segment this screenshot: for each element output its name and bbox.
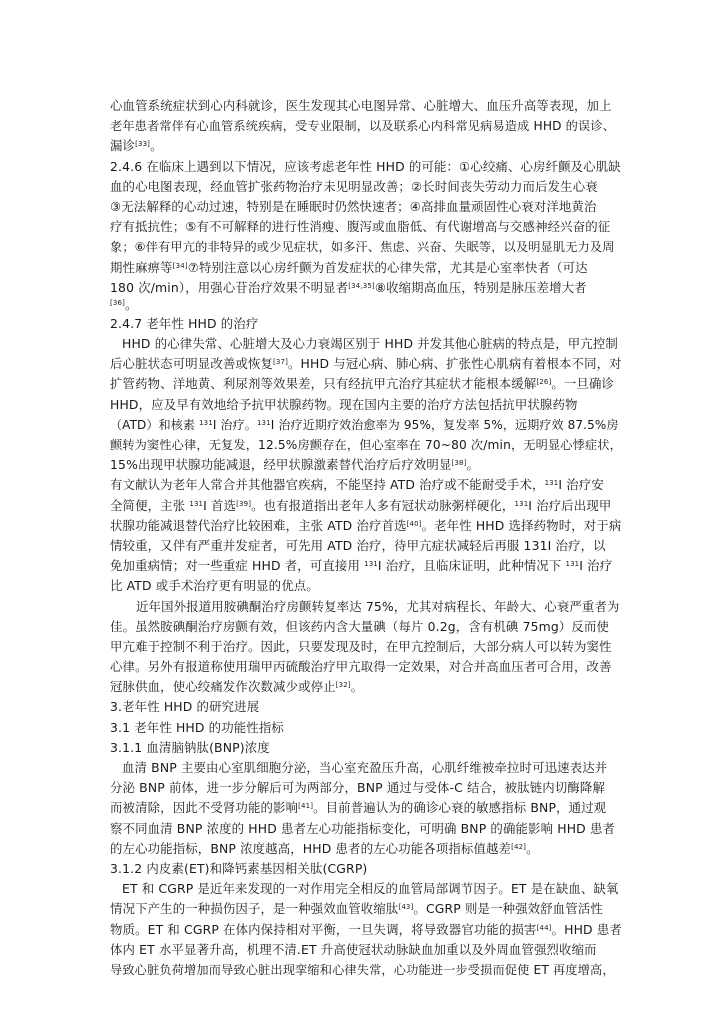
section-heading [110, 157, 622, 177]
text-run: 老年患者常伴有心血管系统疾病，受专业限制，以及联系心内科常见病易造成 HHD 的误诊、 [110, 119, 616, 134]
citation: [37] [273, 358, 289, 367]
text-run: 心血管系统症状到心内科就诊，医生发现其心电图异常、心脏增大、血压升高等表现，加上 [110, 98, 612, 113]
text-line [110, 298, 622, 314]
text-run: 3.1.1 血清脑钠肽(BNP)浓度 [110, 739, 270, 755]
citation: [44] [536, 923, 552, 932]
text-run: I 治疗。 [212, 417, 257, 432]
text-run: ET 和 CGRP 是近年来发现的一对作用完全相反的血管局部调节因子。ET 是在缺血、缺氧 [122, 881, 619, 897]
text-run: 免加重病情；对一些重症 HHD 者，可直接用 [110, 558, 365, 574]
isotope-superscript: 131 [514, 499, 529, 508]
text-line [110, 136, 622, 156]
text-run: 心律。另外有报道称使用瑞甲丙硫酸治疗甲亢取得一定效果，对合并高血压者可合用，改善 [110, 659, 612, 675]
text-run: 导致心脏负荷增加而导致心脏出现挛缩和心律失常，心功能进一步受损而促使 ET 再度增高， [110, 962, 615, 977]
text-run: 疗有抵抗性；⑤有不可解释的进行性消瘦、腹泻或血脂低、有代谢增高与交感神经兴奋的征 [110, 219, 611, 235]
text-run: 。HHD 患者 [551, 921, 622, 937]
text-run: 体内 ET 水平显著升高，机理不清.ET 升高使冠状动脉缺血加重以及外周血管强烈收缩而 [110, 941, 597, 957]
text-run: 。 [350, 679, 364, 695]
text-line [110, 597, 622, 617]
text-line [110, 177, 622, 197]
citation: [34,35] [348, 281, 375, 290]
text-line [110, 576, 622, 596]
text-run: 期性麻痹等 [110, 259, 173, 275]
text-run: 2.4.6 在临床上遇到以下情况，应该考虑老年性 HHD 的可能：①心绞痛、心房纤颤及心肌缺 [110, 158, 621, 174]
text-run: 3.1 老年性 HHD 的功能性指标 [110, 719, 284, 735]
citation: [41] [298, 802, 314, 811]
text-run: 颤转为窦性心律，无复发，12.5%房颤存在，但心室率在 70~80 次/min，无明显心悸症状， [110, 438, 622, 452]
text-run: 扩管药物、洋地黄、利尿剂等效果差，只有经抗甲亢治疗其症状才能根本缓解 [110, 376, 537, 392]
text-run: 比 ATD 或手术治疗更有明显的优点。 [110, 578, 319, 594]
text-run: 15%出现甲状腺功能减退，经甲状腺激素替代治疗后疗效明显 [110, 457, 452, 473]
text-run: 。 [466, 457, 480, 473]
text-run: 。 [124, 297, 138, 312]
text-run: 2.4.7 老年性 HHD 的治疗 [110, 315, 259, 331]
citation: [42] [511, 842, 527, 851]
text-run: 状腺功能减退替代治疗比较困难，主张 ATD 治疗首选 [110, 517, 407, 533]
text-run: HHD 的心律失常、心脏增大及心力衰竭区别于 HHD 并发其他心脏病的特点是，甲亢控制 [122, 336, 618, 352]
text-run: 。HHD 与冠心病、肺心病、扩张性心肌病有着根本不同，对 [288, 356, 622, 372]
text-line [110, 940, 622, 960]
text-line [110, 354, 622, 374]
text-line [110, 899, 622, 919]
text-line [110, 758, 622, 778]
text-line [110, 415, 622, 435]
text-run: ⑦特别注意以心房纤颤为首发症状的心律失常，尤其是心室率快者（可达 [187, 259, 588, 275]
text-run: 后心脏状态可明显改善或恢复 [110, 356, 274, 372]
isotope-superscript: 131 [199, 418, 213, 427]
isotope-superscript: 131 [544, 479, 559, 488]
text-line [110, 556, 622, 576]
citation: [38] [451, 459, 467, 468]
text-run: 近年国外报道用胺碘酮治疗房颤转复率达 75%，尤其对病程长、年龄大、心衰严重者为 [136, 598, 620, 614]
text-line [110, 879, 622, 899]
text-run: 有文献认为老年人常合并其他器官疾病，不能坚持 ATD 治疗或不能耐受手术， [110, 477, 545, 493]
isotope-superscript: 131 [256, 418, 271, 427]
text-run: 分泌 BNP 前体，进一步分解后可为两部分，BNP 通过与受体-C 结合，被肽链内切酶降解 [110, 780, 605, 796]
section-heading [110, 738, 622, 758]
text-run: 。 [150, 138, 163, 154]
text-run: I 治疗后出现甲 [528, 497, 612, 513]
citation: [39] [236, 499, 252, 508]
text-line [110, 435, 622, 455]
text-run: 的左心功能指标，BNP 浓度越高，HHD 患者的左心功能各项指标值越差 [110, 840, 512, 856]
section-heading [110, 697, 622, 717]
text-run: ③无法解释的心动过速，特别是在睡眠时仍然快速者；④高排血量顽固性心衰对洋地黄治 [110, 198, 597, 214]
text-line [110, 516, 622, 536]
text-run: 。CGRP 则是一种强效舒血管活性 [413, 901, 603, 917]
text-line [110, 278, 622, 298]
text-run: 甲亢难于控制不利于治疗。因此，只要发现及时，在甲亢控制后，大部分病人可以转为窦性 [110, 638, 612, 654]
text-line [110, 197, 622, 217]
text-run: 物质。ET 和 CGRP 在体内保持相对平衡，一旦失调，将导致器官功能的损害 [110, 921, 537, 937]
text-line [110, 217, 622, 237]
text-line [110, 237, 622, 257]
text-line [110, 960, 622, 980]
text-run: 180 次/min），用强心苷治疗效果不明显者 [110, 279, 349, 295]
section-heading [110, 314, 622, 334]
text-run: HHD，应及早有效地给予抗甲状腺药物。现在国内主要的治疗方法包括抗甲状腺药物 [110, 396, 578, 412]
text-line [110, 839, 622, 859]
text-run: 3.1.2 内皮素(ET)和降钙素基因相关肽(CGRP) [110, 860, 368, 876]
text-line [110, 637, 622, 657]
text-run: （ATD）和核素 [110, 417, 200, 432]
text-line [110, 334, 622, 354]
text-line [110, 475, 622, 495]
text-line [110, 920, 622, 940]
text-run: I 治疗近期疗效治愈率为 95%，复发率 5%，远期疗效 87.5%房 [270, 417, 619, 432]
text-line [110, 819, 622, 839]
text-run: 情况下产生的一种损伤因子，是一种强效血管收缩肽 [110, 901, 399, 917]
text-run: I 治疗 [579, 558, 613, 574]
text-run: 。一旦确诊 [551, 376, 615, 392]
citation: [34] [172, 261, 188, 270]
text-run: 血的心电图表现，经血管扩张药物治疗未见明显改善；②长时间丧失劳动力而后发生心衰 [110, 178, 598, 194]
text-line [110, 116, 622, 136]
text-run: 佳。虽然胺碘酮治疗房颤有效，但该药内含大量碘（每片 0.2g，含有机碘 75mg）反而使 [110, 618, 610, 634]
text-run: 。也有报道指出老年人多有冠状动脉粥样硬化， [251, 497, 515, 513]
text-line [110, 657, 622, 677]
text-line [110, 496, 622, 516]
text-line [110, 258, 622, 278]
text-line [110, 677, 622, 697]
isotope-superscript: 131 [565, 560, 580, 569]
text-run: 冠脉供血，使心绞痛发作次数减少或停止 [110, 679, 336, 695]
text-run: 全简便，主张 [110, 497, 190, 513]
section-heading [110, 718, 622, 738]
text-run: 而被清除，因此不受肾功能的影响 [110, 800, 299, 816]
text-run: 象；⑥伴有甲亢的非特异的或少见症状，如多汗、焦虑、兴奋、失眠等，以及明显肌无力及周 [110, 240, 615, 255]
text-line [110, 798, 622, 818]
citation: [33] [135, 140, 151, 149]
citation: [36] [110, 298, 125, 307]
document-page [110, 96, 622, 980]
text-line [110, 617, 622, 637]
citation: [43] [398, 903, 414, 912]
text-run: 情较重，又伴有严重并发症者，可先用 ATD 治疗，待甲亢症状减轻后再服 131I 治疗，以 [110, 537, 606, 553]
text-line [110, 778, 622, 798]
text-run: I 治疗安 [558, 477, 604, 493]
text-run: 血清 BNP 主要由心室肌细胞分泌，当心室充盈压升高，心肌纤维被牵拉时可迅速表达并 [122, 760, 608, 775]
text-line [110, 455, 622, 475]
text-run: 。老年性 HHD 选择药物时，对于病 [421, 517, 622, 533]
text-run: I 首选 [203, 497, 237, 513]
text-line [110, 96, 622, 116]
citation: [26] [536, 378, 552, 387]
text-run: 。目前普遍认为的确诊心衰的敏感指标 BNP，通过观 [313, 800, 607, 816]
text-line [110, 536, 622, 556]
text-run: 3.老年性 HHD 的研究进展 [110, 699, 260, 715]
citation: [32] [335, 681, 351, 690]
text-run: ⑧收缩期高血压，特别是脉压差增大者 [374, 279, 587, 295]
text-line [110, 395, 622, 415]
text-run: 察不同血清 BNP 浓度的 HHD 患者左心功能指标变化，可明确 BNP 的确能影响 HHD 患者 [110, 820, 616, 836]
text-run: I 治疗，且临床证明，此种情况下 [377, 558, 566, 574]
isotope-superscript: 131 [189, 499, 204, 508]
text-run: 。 [526, 840, 539, 856]
isotope-superscript: 131 [364, 560, 378, 569]
citation: [40] [406, 519, 422, 528]
section-heading [110, 859, 622, 879]
text-run: 漏诊 [110, 138, 136, 154]
text-line [110, 374, 622, 394]
